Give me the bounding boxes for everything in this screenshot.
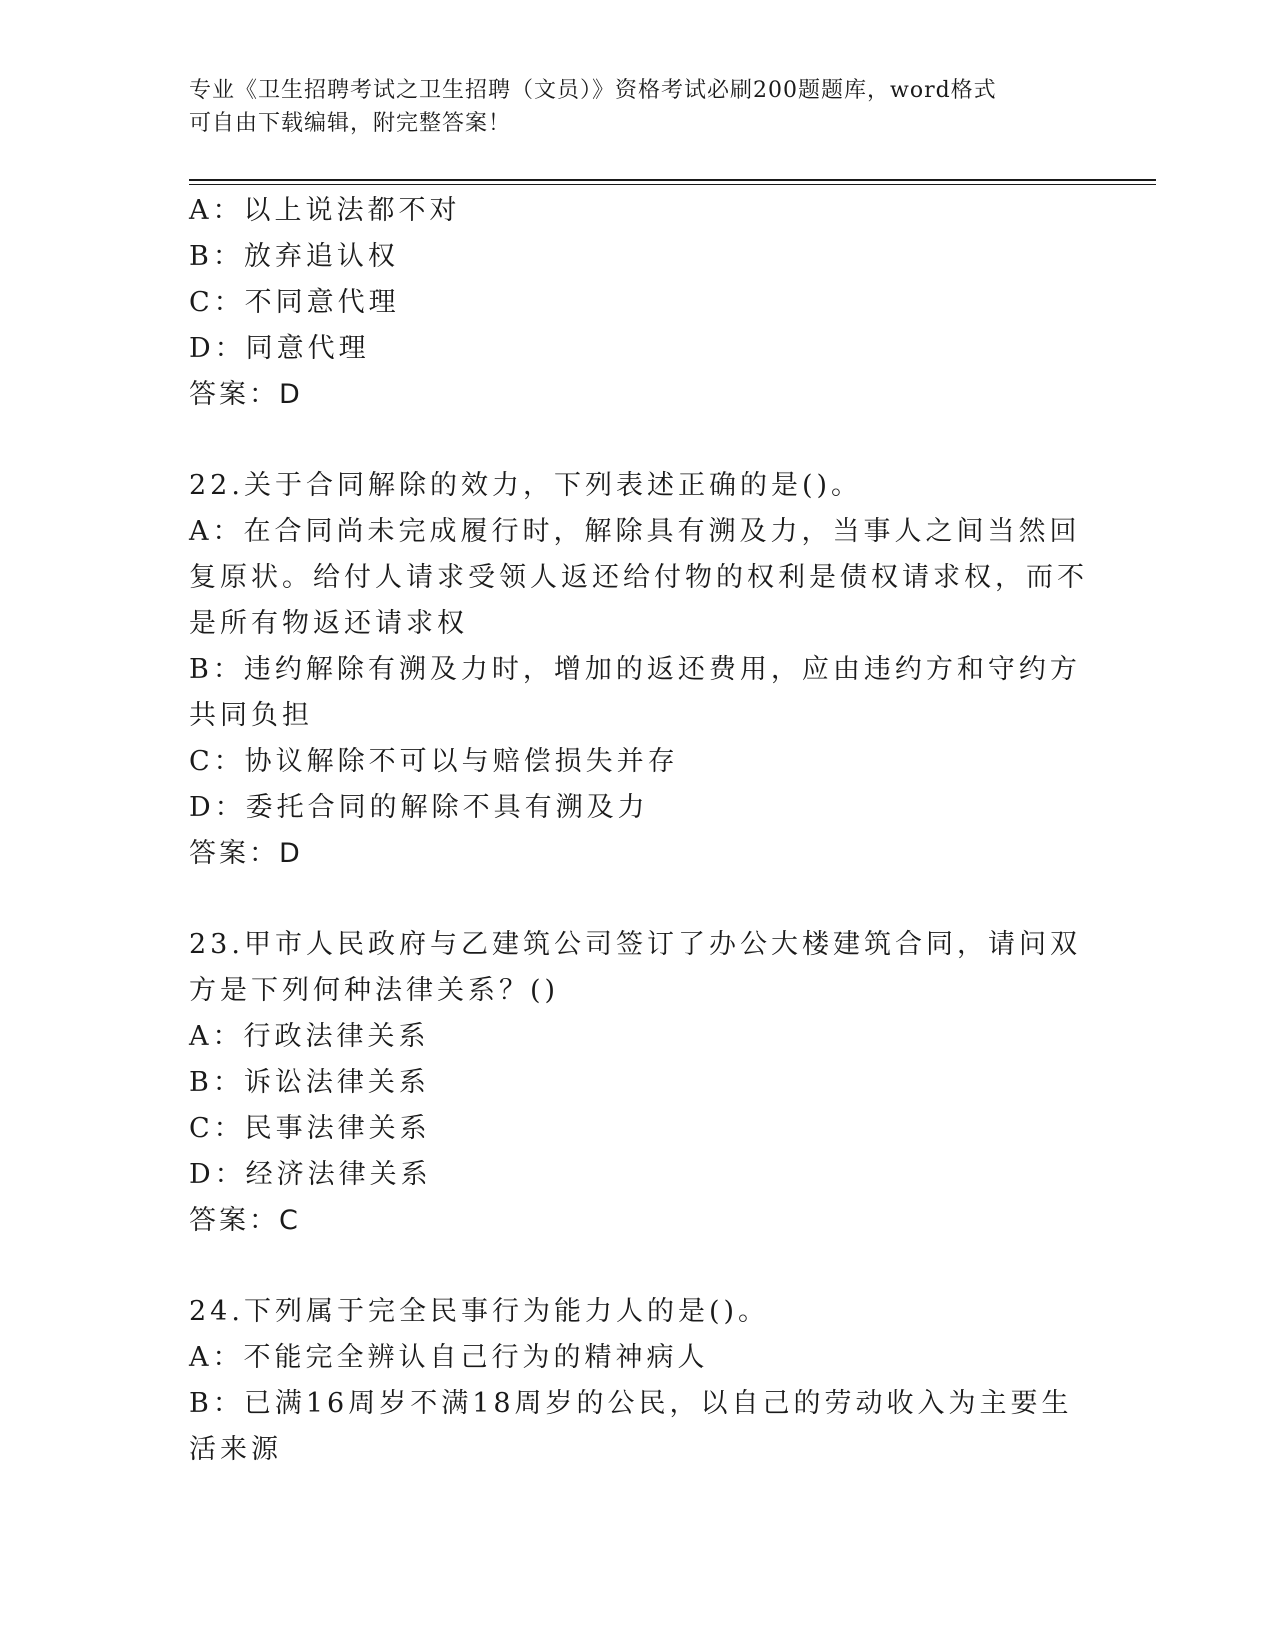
question-block-24 bbox=[189, 1289, 1089, 1473]
option-c: C：协议解除不可以与赔偿损失并存 bbox=[189, 746, 679, 777]
answer-line: 答案：C bbox=[189, 1205, 301, 1236]
question-content bbox=[189, 188, 1089, 1473]
answer-line: 答案：D bbox=[189, 379, 303, 410]
option-a: A：以上说法都不对 bbox=[189, 195, 461, 226]
spacer bbox=[189, 1244, 1089, 1289]
option-c: C：民事法律关系 bbox=[189, 1113, 431, 1144]
option-b: B：诉讼法律关系 bbox=[189, 1067, 430, 1098]
option-a: A：行政法律关系 bbox=[189, 1021, 430, 1052]
option-b: B：放弃追认权 bbox=[189, 241, 399, 272]
option-a: A：不能完全辨认自己行为的精神病人 bbox=[189, 1342, 709, 1373]
document-header bbox=[189, 74, 1089, 140]
option-d: D：经济法律关系 bbox=[189, 1159, 432, 1190]
question-stem: 23.甲市人民政府与乙建筑公司签订了办公大楼建筑合同，请问双方是下列何种法律关系？() bbox=[189, 929, 1081, 1006]
spacer bbox=[189, 418, 1089, 463]
question-block-22 bbox=[189, 463, 1089, 877]
answer-line: 答案：D bbox=[189, 838, 303, 869]
option-d: D：同意代理 bbox=[189, 333, 370, 364]
header-line-2: 可自由下载编辑，附完整答案！ bbox=[189, 111, 512, 136]
header-line-1: 专业《卫生招聘考试之卫生招聘（文员）》资格考试必刷200题题库，word格式 bbox=[189, 78, 997, 103]
question-stem: 24.下列属于完全民事行为能力人的是()。 bbox=[189, 1296, 770, 1327]
option-d: D：委托合同的解除不具有溯及力 bbox=[189, 792, 649, 823]
spacer bbox=[189, 877, 1089, 922]
question-stem: 22.关于合同解除的效力，下列表述正确的是()。 bbox=[189, 470, 863, 501]
header-divider-thin bbox=[189, 184, 1156, 185]
header-divider-thick bbox=[189, 179, 1156, 181]
option-b: B：已满16周岁不满18周岁的公民，以自己的劳动收入为主要生活来源 bbox=[189, 1388, 1073, 1465]
option-c: C：不同意代理 bbox=[189, 287, 400, 318]
option-b: B：违约解除有溯及力时，增加的返还费用，应由违约方和守约方共同负担 bbox=[189, 654, 1081, 731]
question-block-23 bbox=[189, 922, 1089, 1244]
question-block-21 bbox=[189, 188, 1089, 418]
option-a: A：在合同尚未完成履行时，解除具有溯及力，当事人之间当然回复原状。给付人请求受领人返还给付物的权利是债权请求权，而不是所有物返还请求权 bbox=[189, 516, 1088, 639]
